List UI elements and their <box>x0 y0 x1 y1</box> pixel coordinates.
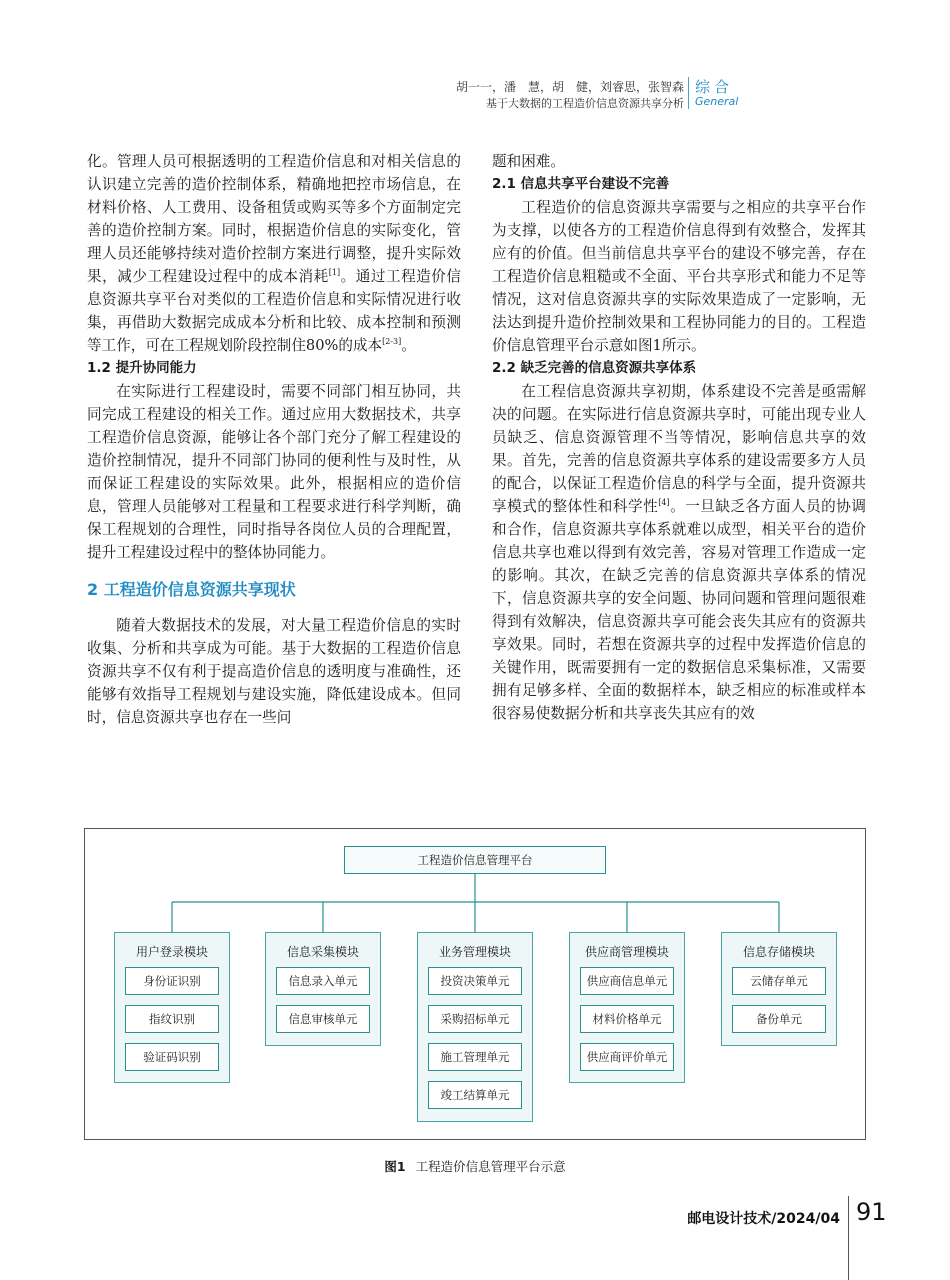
section-category-en: General <box>695 95 739 108</box>
unit-box: 信息录入单元 <box>276 967 370 995</box>
figure-caption <box>0 1157 950 1175</box>
paragraph: 化。管理人员可根据透明的工程造价信息和对相关信息的认识建立完善的造价控制体系，精确地把控市场信息，在材料价格、人工费用、设备租赁或购买等多个方面制定完善的造价控制方案。同时，根据造价信息的实际变化，管理人员还能够持续对造价控制方案进行调整，提升实际效果，减少工程建设过程中的成本消耗[1]。通过工程造价信息资源共享平台对类似的工程造价信息和实际情况进行收集，再借助大数据完成成本分析和比较、成本控制和预测等工作，可在工程规划阶段控制住80%的成本[2-3]。 <box>87 153 461 354</box>
section-heading-2: 2 工程造价信息资源共享现状 <box>87 580 296 599</box>
journal-footer: 邮电设计技术/2024/04 <box>687 1211 840 1227</box>
paragraph: 题和困难。 <box>492 153 565 170</box>
unit-box: 竣工结算单元 <box>428 1081 522 1109</box>
unit-box: 信息审核单元 <box>276 1005 370 1033</box>
module-title: 业务管理模块 <box>438 945 511 959</box>
header-divider <box>688 77 689 109</box>
running-head-title: 基于大数据的工程造价信息资源共享分析 <box>486 97 684 110</box>
paragraph: 在工程信息资源共享初期，体系建设不完善是亟需解决的问题。在实际进行信息资源共享时，可能出现专业人员缺乏、信息资源管理不当等情况，影响信息共享的效果。首先，完善的信息资源共享体系的建设需要多方人员的配合，以保证工程造价信息的科学与全面，提升资源共享模式的整体性和科学性[4]。一旦缺乏各方面人员的协调和合作，信息资源共享体系就难以成型，相关平台的造价信息共享也难以得到有效完善，容易对管理工作造成一定的影响。其次，在缺乏完善的信息资源共享体系的情况下，信息资源共享的安全问题、协同问题和管理问题很难得到有效解决，信息资源共享可能会丧失其应有的资源共享效果。同时，若想在资源共享的过程中发挥造价信息的关键作用，既需要拥有一定的数据信息采集标准，又需要拥有足够多样、全面的数据样本，缺乏相应的标准或样本很容易使数据分析和共享丧失其应有的效 <box>492 383 866 722</box>
module-title: 信息存储模块 <box>742 945 815 959</box>
figure-caption-text: 工程造价信息管理平台示意 <box>415 1159 566 1174</box>
citation[interactable]: [1] <box>328 268 341 278</box>
unit-box: 施工管理单元 <box>428 1043 522 1071</box>
unit-box: 身份证识别 <box>125 967 219 995</box>
running-head-authors: 胡一一，潘 慧，胡 健，刘睿思，张智森 <box>455 80 684 94</box>
citation[interactable]: [4] <box>658 498 670 508</box>
section-heading-1-2: 1.2 提升协同能力 <box>87 360 197 376</box>
paragraph: 在实际进行工程建设时，需要不同部门相互协同，共同完成工程建设的相关工作。通过应用大数据技术，共享工程造价信息资源，能够让各个部门充分了解工程建设的造价控制情况，提升不同部门协同的便利性与及时性，从而保证工程建设的实际效果。此外，根据相应的造价信息，管理人员能够对工程量和工程要求进行科学判断，确保工程规划的合理性，同时指导各岗位人员的合理配置，提升工程建设过程中的整体协同能力。 <box>87 383 461 561</box>
unit-box: 备份单元 <box>732 1005 826 1033</box>
page-number: 91 <box>856 1198 887 1226</box>
figure-label: 图1 <box>384 1159 406 1174</box>
unit-box: 指纹识别 <box>125 1005 219 1033</box>
module-title: 信息采集模块 <box>286 945 359 959</box>
paragraph: 工程造价的信息资源共享需要与之相应的共享平台作为支撑，以使各方的工程造价信息得到有效整合，发挥其应有的价值。但当前信息共享平台的建设不够完善，存在工程造价信息粗糙或不全面、平台共享形式和能力不足等情况，这对信息资源共享的实际效果造成了一定影响，无法达到提升造价控制效果和工程协同能力的目的。工程造价信息管理平台示意如图1所示。 <box>492 199 866 354</box>
left-column <box>87 150 461 729</box>
unit-box: 采购招标单元 <box>428 1005 522 1033</box>
unit-box: 供应商评价单元 <box>580 1043 674 1071</box>
citation[interactable]: [2-3] <box>382 337 402 347</box>
section-heading-2-2: 2.2 缺乏完善的信息资源共享体系 <box>492 360 697 376</box>
module-business-management <box>417 932 533 1122</box>
right-column <box>492 150 866 725</box>
unit-box: 供应商信息单元 <box>580 967 674 995</box>
paragraph: 随着大数据技术的发展，对大量工程造价信息的实时收集、分析和共享成为可能。基于大数据的工程造价信息资源共享不仅有利于提高造价信息的透明度与准确性，还能够有效指导工程规划与建设实施，降低建设成本。但同时，信息资源共享也存在一些问 <box>87 617 461 726</box>
unit-box: 云储存单元 <box>732 967 826 995</box>
section-category-cn: 综合 <box>695 78 734 96</box>
module-title: 供应商管理模块 <box>584 945 669 959</box>
unit-box: 材料价格单元 <box>580 1005 674 1033</box>
module-title: 用户登录模块 <box>135 945 208 959</box>
section-heading-2-1: 2.1 信息共享平台建设不完善 <box>492 176 670 192</box>
unit-box: 投资决策单元 <box>428 967 522 995</box>
footer-divider <box>848 1196 849 1280</box>
module-supplier-management <box>569 932 685 1083</box>
module-info-storage <box>721 932 837 1046</box>
platform-root-box: 工程造价信息管理平台 <box>344 846 606 874</box>
module-info-collection <box>265 932 381 1046</box>
unit-box: 验证码识别 <box>125 1043 219 1071</box>
module-user-login <box>114 932 230 1083</box>
